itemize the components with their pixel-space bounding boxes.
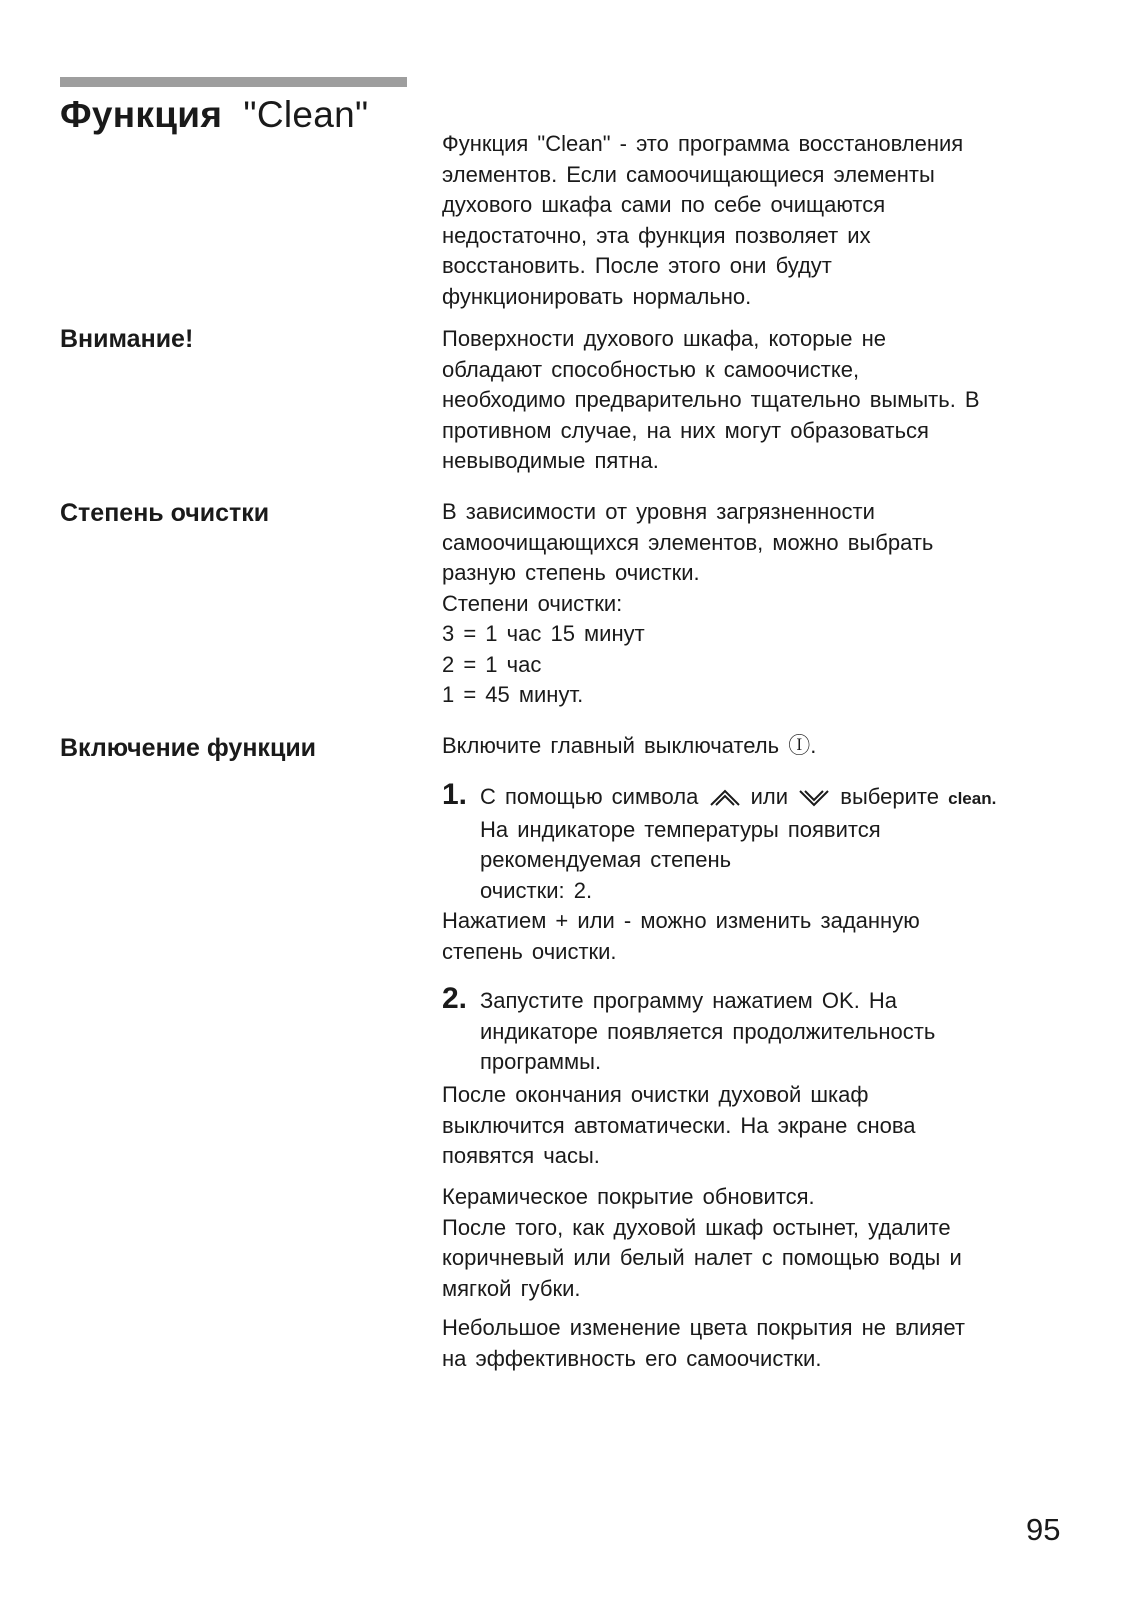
- clean-word: clean.: [948, 789, 997, 808]
- degree-paragraph: В зависимости от уровня загрязненности самоочищающихся элементов, можно выбрать разную степень очистки. Степени очистки: 3 = 1 час 15 минут 2 = 1 час 1 = 45 минут.: [442, 499, 934, 707]
- page-number: 95: [1026, 1512, 1061, 1547]
- step-2-number: 2.: [442, 982, 468, 1015]
- power-symbol: Ⓘ: [788, 733, 811, 758]
- enable-intro: [442, 731, 1062, 762]
- step-1-text: [480, 782, 1070, 906]
- page-title-rest: "Clean": [243, 94, 369, 135]
- color-note-paragraph: Небольшое изменение цвета покрытия не влияет на эффективность его самоочистки.: [442, 1315, 965, 1371]
- up-chevron-icon: [708, 787, 742, 809]
- enable-intro-text: Включите главный выключатель: [442, 733, 780, 758]
- step-1-part1: С помощью символа: [480, 784, 699, 809]
- page-title: [60, 92, 368, 138]
- intro-paragraph: Функция "Clean" - это программа восстановления элементов. Если самоочищающиеся элементы духового шкафа сами по себе очищаются недостаточно, эта функция позволяет их восстановить. После этого они будут функционировать нормально.: [442, 131, 964, 309]
- degree-heading: Степень очистки: [60, 499, 270, 527]
- enable-intro-end: .: [810, 733, 817, 758]
- enable-heading: Включение функции: [60, 734, 317, 762]
- attention-paragraph: Поверхности духового шкафа, которые не обладают способностью к самоочистке, необходимо предварительно тщательно вымыть. В противном случае, на них могут образоваться невыводимые пятна.: [442, 326, 980, 473]
- down-chevron-icon: [797, 787, 831, 809]
- attention-heading: Внимание!: [60, 325, 194, 353]
- step-1-part2: или: [750, 784, 789, 809]
- after-paragraph: После окончания очистки духовой шкаф выключится автоматически. На экране снова появятся часы.: [442, 1082, 916, 1168]
- step-1-part3: выберите: [840, 784, 939, 809]
- page-title-bold: Функция: [60, 94, 223, 135]
- ceramic-paragraph: Керамическое покрытие обновится. После того, как духовой шкаф остынет, удалите коричневый или белый налет с помощью воды и мягкой губки.: [442, 1184, 962, 1301]
- step-2-text: Запустите программу нажатием OK. На индикаторе появляется продолжительность программы.: [480, 988, 936, 1074]
- step-1-number: 1.: [442, 778, 468, 811]
- step-1-rest: На индикаторе температуры появится рекомендуемая степень очистки: 2.: [480, 816, 881, 903]
- header-rule: [60, 77, 407, 87]
- note-paragraph: Нажатием + или - можно изменить заданную степень очистки.: [442, 908, 920, 964]
